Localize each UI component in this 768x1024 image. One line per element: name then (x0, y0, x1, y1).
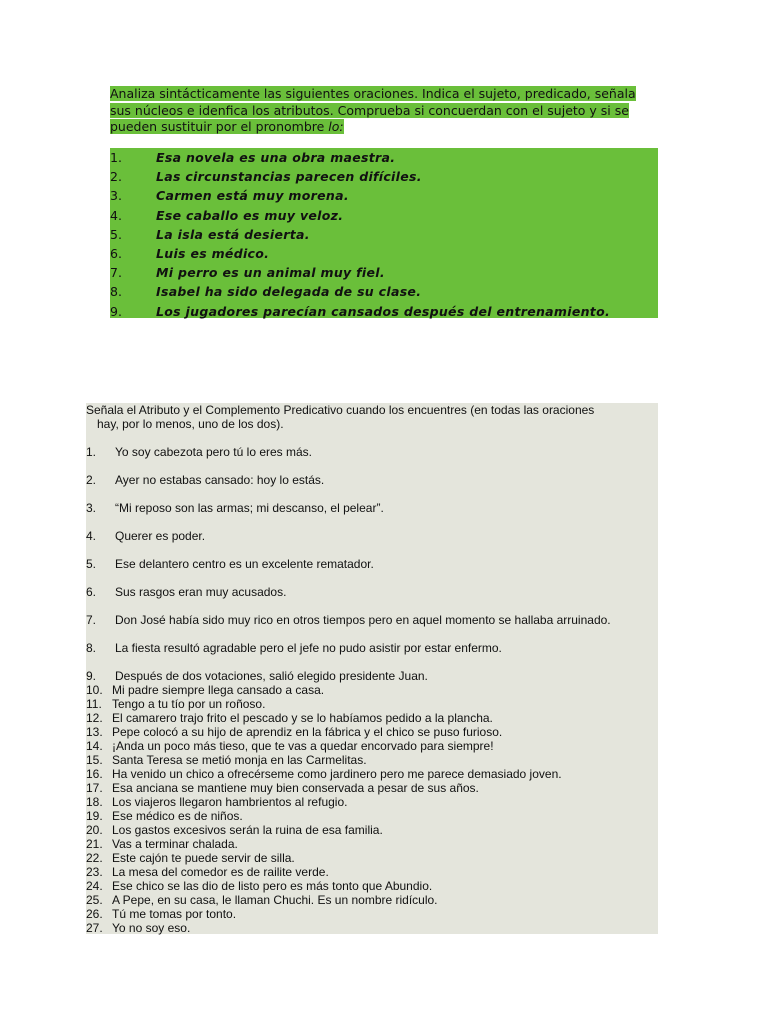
item-sentence: “Mi reposo son las armas; mi descanso, el pelear”. (115, 501, 384, 515)
item-number: 22. (86, 851, 103, 865)
list-item (110, 263, 658, 282)
item-number: 19. (86, 809, 103, 823)
item-sentence: Carmen está muy morena. (156, 188, 349, 204)
item-number: 26. (86, 907, 103, 921)
item-number: 11. (86, 697, 102, 711)
item-number: 5. (110, 226, 122, 242)
item-number: 1. (86, 445, 97, 459)
item-sentence: La mesa del comedor es de railite verde. (112, 865, 329, 879)
item-number: 10. (86, 683, 103, 697)
item-sentence: Vas a terminar chalada. (112, 837, 238, 851)
item-number: 14. (86, 739, 103, 753)
item-sentence: Los jugadores parecían cansados después del entrenamiento. (156, 303, 611, 319)
item-number: 7. (86, 613, 97, 627)
list-item (110, 186, 658, 205)
item-number: 2. (110, 169, 122, 185)
item-sentence: Luis es médico. (156, 245, 270, 261)
item-number: 8. (110, 284, 122, 300)
item-number: 25. (86, 893, 103, 907)
item-sentence: Ese chico se las dio de listo pero es más tonto que Abundio. (112, 879, 433, 893)
item-sentence: Esa novela es una obra maestra. (156, 150, 396, 165)
item-number: 9. (86, 669, 97, 683)
item-sentence: Los gastos excesivos serán la ruina de esa familia. (112, 823, 383, 837)
item-number: 15. (86, 753, 103, 767)
exercise2-section (86, 403, 658, 934)
item-number: 7. (110, 265, 122, 281)
exercise1-sentence-list (110, 148, 658, 318)
item-sentence: Isabel ha sido delegada de su clase. (156, 284, 422, 300)
item-number: 6. (86, 585, 97, 599)
item-number: 9. (110, 303, 122, 319)
item-sentence: Ese caballo es muy veloz. (156, 207, 344, 223)
item-number: 2. (86, 473, 97, 487)
item-sentence: Este cajón te puede servir de silla. (112, 851, 295, 865)
item-number: 8. (86, 641, 97, 655)
list-item (110, 148, 658, 167)
item-number: 6. (110, 245, 122, 261)
item-number: 27. (86, 921, 103, 935)
instruction-line: sus núcleos e idenfica los atributos. Comprueba si concuerdan con el sujeto y si se (110, 102, 629, 118)
item-sentence: Querer es poder. (115, 529, 206, 543)
list-item (110, 206, 658, 225)
list-item (110, 244, 658, 263)
list-item (110, 167, 658, 186)
item-sentence: Tú me tomas por tonto. (112, 907, 237, 921)
item-number: 1. (110, 150, 122, 165)
item-number: 3. (86, 501, 97, 515)
instruction-line: pueden sustituir por el pronombre (110, 119, 329, 134)
item-sentence: Las circunstancias parecen difíciles. (156, 169, 422, 185)
item-sentence: Ese delantero centro es un excelente rematador. (115, 557, 374, 571)
item-sentence: Los viajeros llegaron hambrientos al refugio. (112, 795, 348, 809)
item-sentence: Esa anciana se mantiene muy bien conservada a pesar de sus años. (112, 781, 479, 795)
instruction-line: hay, por lo menos, uno de los dos). (97, 417, 284, 431)
item-number: 23. (86, 865, 103, 879)
item-number: 12. (86, 711, 103, 725)
item-number: 4. (110, 207, 122, 223)
item-sentence: A Pepe, en su casa, le llaman Chuchi. Es un nombre ridículo. (112, 893, 438, 907)
item-sentence: El camarero trajo frito el pescado y se lo habíamos pedido a la plancha. (112, 711, 493, 725)
item-sentence: Don José había sido muy rico en otros tiempos pero en aquel momento se hallaba arruinado. (115, 613, 611, 627)
item-number: 20. (86, 823, 103, 837)
item-number: 17. (86, 781, 103, 795)
list-item (110, 282, 658, 301)
item-sentence: Ese médico es de niños. (112, 809, 243, 823)
item-number: 21. (86, 837, 103, 851)
item-sentence: Sus rasgos eran muy acusados. (115, 585, 287, 599)
item-sentence: Mi padre siempre llega cansado a casa. (112, 683, 325, 697)
item-sentence: La fiesta resultó agradable pero el jefe no pudo asistir por estar enfermo. (115, 641, 502, 655)
item-sentence: ¡Anda un poco más tieso, que te vas a quedar encorvado para siempre! (112, 739, 494, 753)
pronoun-emphasis: lo: (328, 119, 344, 134)
item-number: 16. (86, 767, 103, 781)
item-sentence: Mi perro es un animal muy fiel. (156, 265, 385, 281)
item-number: 3. (110, 188, 122, 204)
exercise1-instructions (110, 86, 650, 136)
item-sentence: Yo no soy eso. (112, 921, 191, 935)
item-sentence: Ayer no estabas cansado: hoy lo estás. (115, 473, 325, 487)
instruction-line: Analiza sintácticamente las siguientes oraciones. Indica el sujeto, predicado, señala (110, 86, 636, 101)
item-sentence: Pepe colocó a su hijo de aprendiz en la fábrica y el chico se puso furioso. (112, 725, 503, 739)
list-item (110, 302, 658, 321)
item-number: 18. (86, 795, 103, 809)
item-number: 13. (86, 725, 103, 739)
instruction-line: Señala el Atributo y el Complemento Predicativo cuando los encuentres (en todas las oraciones (86, 403, 595, 417)
item-number: 5. (86, 557, 97, 571)
item-sentence: Ha venido un chico a ofrecérseme como jardinero pero me parece demasiado joven. (112, 767, 562, 781)
item-sentence: Santa Teresa se metió monja en las Carmelitas. (112, 753, 367, 767)
item-sentence: Después de dos votaciones, salió elegido presidente Juan. (115, 669, 428, 683)
item-sentence: La isla está desierta. (156, 226, 310, 242)
item-sentence: Yo soy cabezota pero tú lo eres más. (115, 445, 313, 459)
exercise2-instructions (86, 403, 646, 431)
item-number: 24. (86, 879, 103, 893)
item-number: 4. (86, 529, 97, 543)
item-sentence: Tengo a tu tío por un roñoso. (112, 697, 266, 711)
list-item (110, 225, 658, 244)
